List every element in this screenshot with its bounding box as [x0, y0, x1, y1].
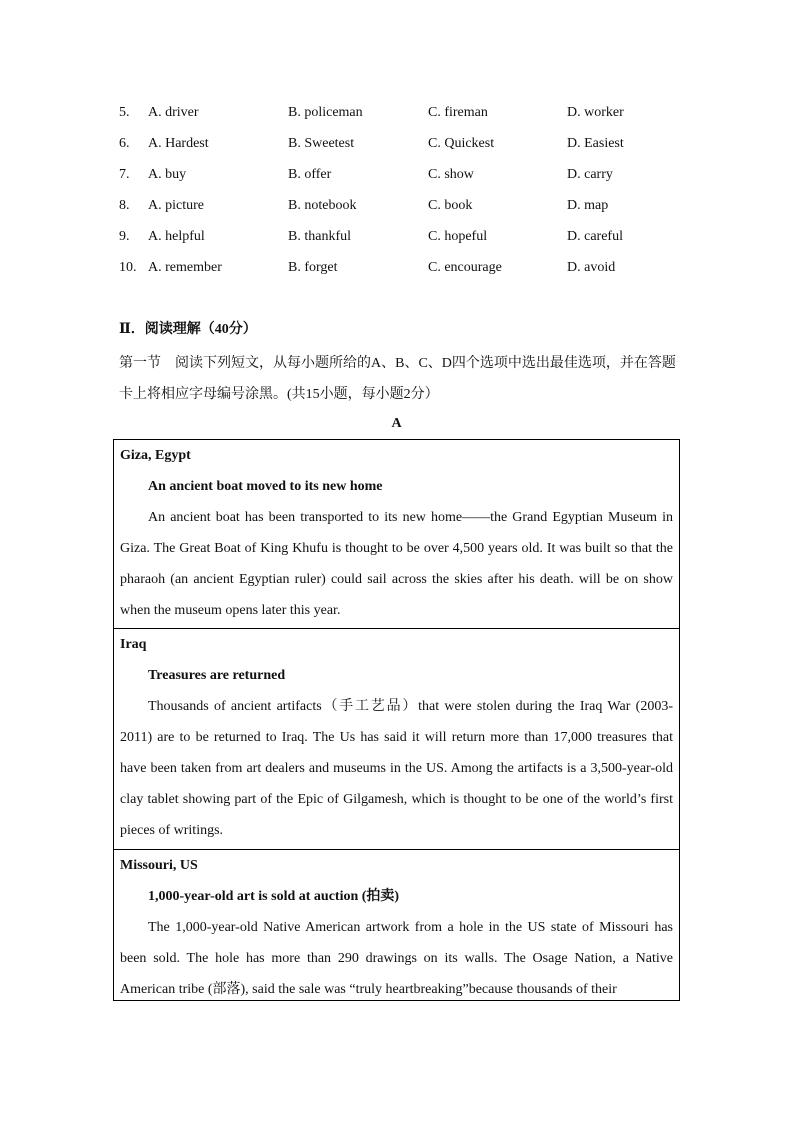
- option-row-7: [119, 159, 699, 190]
- answer-options: [119, 97, 699, 283]
- option-d: D. worker: [567, 105, 624, 120]
- question-number: 9.: [119, 229, 130, 244]
- news-headline: An ancient boat moved to its new home: [148, 479, 383, 494]
- news-cell-iraq: [114, 629, 679, 850]
- option-row-5: [119, 97, 699, 128]
- option-a: A. helpful: [148, 229, 205, 244]
- option-d: D. map: [567, 198, 609, 213]
- option-b: B. thankful: [288, 229, 351, 244]
- question-number: 10.: [119, 260, 137, 275]
- news-place: Iraq: [120, 637, 147, 652]
- option-a: A. Hardest: [148, 136, 209, 151]
- news-body: Thousands of ancient artifacts（手工艺品）that were stolen during the Iraq War (2003-2011) are to be returned to Iraq. The Us has said it will return more than 17,000 treasures that have been taken from art dealers and museums in the US. Among the artifacts is a 3,500-year-old clay tablet showing part of the Epic of Gilgamesh, which is thought to be one of the world’s first pieces of writings.: [120, 699, 673, 838]
- option-row-9: [119, 221, 699, 252]
- option-c: C. encourage: [428, 260, 502, 275]
- news-cell-giza: [114, 440, 679, 629]
- passage-letter: A: [391, 416, 402, 431]
- option-b: B. policeman: [288, 105, 363, 120]
- option-b: B. notebook: [288, 198, 357, 213]
- option-a: A. remember: [148, 260, 222, 275]
- news-cell-missouri: [114, 850, 679, 1001]
- option-d: D. Easiest: [567, 136, 624, 151]
- section-instructions: 第一节 阅读下列短文，从每小题所给的A、B、C、D四个选项中选出最佳选项，并在答题卡上将相应字母编号涂黑。(共15小题，每小题2分）: [119, 356, 676, 402]
- option-c: C. fireman: [428, 105, 488, 120]
- option-d: D. carry: [567, 167, 613, 182]
- news-headline: 1,000-year-old art is sold at auction (拍卖): [148, 889, 400, 904]
- option-d: D. avoid: [567, 260, 616, 275]
- news-place: Missouri, US: [120, 858, 198, 873]
- option-row-8: [119, 190, 699, 221]
- option-b: B. offer: [288, 167, 332, 182]
- option-d: D. careful: [567, 229, 623, 244]
- news-headline: Treasures are returned: [148, 668, 286, 683]
- news-place: Giza, Egypt: [120, 448, 191, 463]
- option-a: A. driver: [148, 105, 199, 120]
- question-number: 5.: [119, 105, 130, 120]
- option-a: A. buy: [148, 167, 187, 182]
- option-row-10: [119, 252, 699, 283]
- question-number: 7.: [119, 167, 130, 182]
- question-number: 6.: [119, 136, 130, 151]
- option-a: A. picture: [148, 198, 204, 213]
- option-b: B. Sweetest: [288, 136, 355, 151]
- option-c: C. hopeful: [428, 229, 488, 244]
- news-body: An ancient boat has been transported to its new home——the Grand Egyptian Museum in Giza. The Great Boat of King Khufu is thought to be over 4,500 years old. It was built so that the pharaoh (an ancient Egyptian ruler) could sail across the skies after his death. will be on show when the museum opens later this year.: [120, 510, 673, 618]
- option-c: C. book: [428, 198, 473, 213]
- option-b: B. forget: [288, 260, 338, 275]
- option-c: C. show: [428, 167, 474, 182]
- option-row-6: [119, 128, 699, 159]
- option-c: C. Quickest: [428, 136, 495, 151]
- question-number: 8.: [119, 198, 130, 213]
- section-title: Ⅱ．阅读理解（40分）: [119, 322, 257, 337]
- news-table: [113, 439, 680, 1001]
- news-body: The 1,000-year-old Native American artwork from a hole in the US state of Missouri has been sold. The hole has more than 290 drawings on its walls. The Osage Nation, a Native American tribe (部落), said the sale was “truly heartbreaking”because thousands of their: [120, 920, 673, 997]
